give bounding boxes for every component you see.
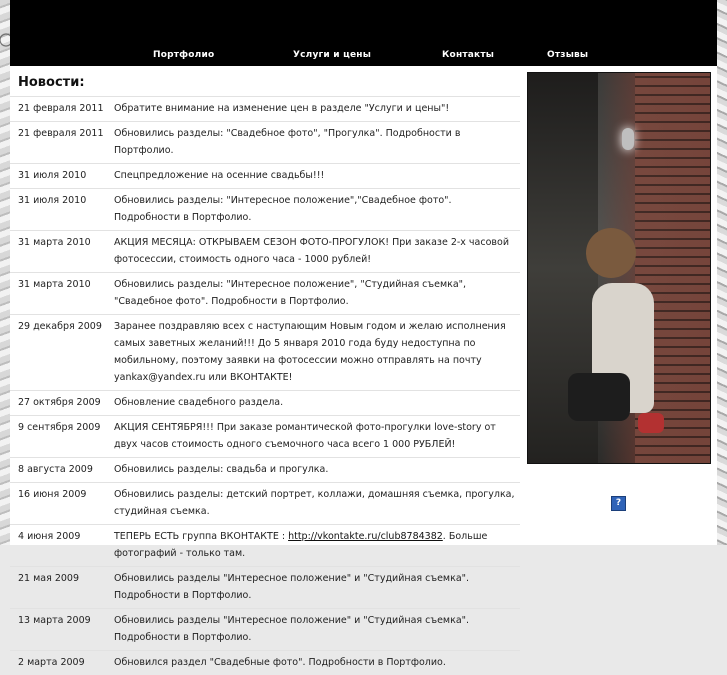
news-heading: Новости:	[18, 75, 85, 90]
news-text: АКЦИЯ МЕСЯЦА: ОТКРЫВАЕМ СЕЗОН ФОТО-ПРОГУЛОК! При заказе 2-х часовой фотосессии, стоимость одного часа - 1000 рублей!	[114, 237, 509, 265]
news-text: Обновились разделы: детский портрет, коллажи, домашняя съемка, прогулка, студийная съемка.	[114, 489, 515, 517]
news-item	[10, 390, 520, 415]
news-date: 16 июня 2009	[18, 489, 87, 500]
news-date: 21 февраля 2011	[18, 103, 104, 114]
nav-reviews-link[interactable]: Отзывы	[547, 50, 589, 60]
photo-person-head	[586, 228, 636, 278]
news-text: Заранее поздравляю всех с наступающим Новым годом и желаю исполнения самых заветных желаний!!! До 5 января 2010 года буду недоступна по мобильному, поэтому заявки на фотосессии можно отправлять на почту yankax@yandex.ru или ВКОНТАКТЕ!	[114, 321, 506, 383]
news-date: 21 мая 2009	[18, 573, 80, 584]
news-date: 31 марта 2010	[18, 279, 91, 290]
news-item	[10, 482, 520, 524]
news-item	[10, 96, 520, 121]
nav-portfolio-link[interactable]: Портфолио	[153, 50, 215, 60]
news-item	[10, 650, 520, 675]
news-date: 29 декабря 2009	[18, 321, 102, 332]
news-item	[10, 524, 520, 566]
news-item	[10, 415, 520, 457]
news-date: 27 октября 2009	[18, 397, 101, 408]
news-date: 31 марта 2010	[18, 237, 91, 248]
news-text	[114, 528, 520, 562]
news-item	[10, 121, 520, 163]
news-text: Обновились разделы: "Интересное положение","Свадебное фото". Подробности в Портфолио.	[114, 195, 452, 223]
news-date: 21 февраля 2011	[18, 128, 104, 139]
nav-services-link[interactable]: Услуги и цены	[293, 50, 372, 60]
vkontakte-group-link[interactable]: http://vkontakte.ru/club8784382	[288, 531, 443, 542]
photo-lamp	[622, 128, 634, 150]
news-list	[10, 96, 520, 675]
news-text: Обновились разделы "Интересное положение" и "Студийная съемка". Подробности в Портфолио.	[114, 573, 470, 601]
featured-photo	[527, 72, 711, 464]
news-item	[10, 163, 520, 188]
news-date: 2 марта 2009	[18, 657, 85, 668]
news-item	[10, 188, 520, 230]
news-date: 8 августа 2009	[18, 464, 93, 475]
photo-bag	[568, 373, 630, 421]
site-header	[10, 0, 717, 66]
news-text: Обновились разделы "Интересное положение" и "Студийная съемка". Подробности в Портфолио.	[114, 615, 470, 643]
news-text: Спецпредложение на осенние свадьбы!!!	[114, 170, 325, 181]
news-date: 31 июля 2010	[18, 170, 87, 181]
news-text-after: . Больше фотографий - только там.	[114, 531, 488, 559]
news-date: 9 сентября 2009	[18, 422, 101, 433]
news-item	[10, 457, 520, 482]
news-text: Обновились разделы: "Свадебное фото", "Прогулка". Подробности в Портфолио.	[114, 128, 461, 156]
news-item	[10, 272, 520, 314]
news-item	[10, 608, 520, 650]
news-date: 31 июля 2010	[18, 195, 87, 206]
news-text: Обновление свадебного раздела.	[114, 397, 284, 408]
news-text-before: ТЕПЕРЬ ЕСТЬ группа ВКОНТАКТЕ :	[114, 531, 289, 542]
news-date: 13 марта 2009	[18, 615, 91, 626]
help-icon[interactable]: ?	[611, 496, 626, 511]
photo-shoes	[638, 413, 664, 433]
news-date: 4 июня 2009	[18, 531, 81, 542]
news-text: Обновился раздел "Свадебные фото". Подробности в Портфолио.	[114, 657, 446, 668]
news-item	[10, 566, 520, 608]
news-text: АКЦИЯ СЕНТЯБРЯ!!! При заказе романтической фото-прогулки love-story от двух часов стоимость одного съемочного часа всего 1 000 РУБЛЕЙ!	[114, 422, 496, 450]
main-content	[10, 66, 717, 668]
news-item	[10, 314, 520, 390]
news-text: Обновились разделы: свадьба и прогулка.	[114, 464, 329, 475]
nav-contacts-link[interactable]: Контакты	[442, 50, 495, 60]
news-text: Обновились разделы: "Интересное положение", "Студийная съемка", "Свадебное фото". Подробности в Портфолио.	[114, 279, 467, 307]
news-item	[10, 230, 520, 272]
news-text: Обратите внимание на изменение цен в разделе "Услуги и цены"!	[114, 103, 450, 114]
